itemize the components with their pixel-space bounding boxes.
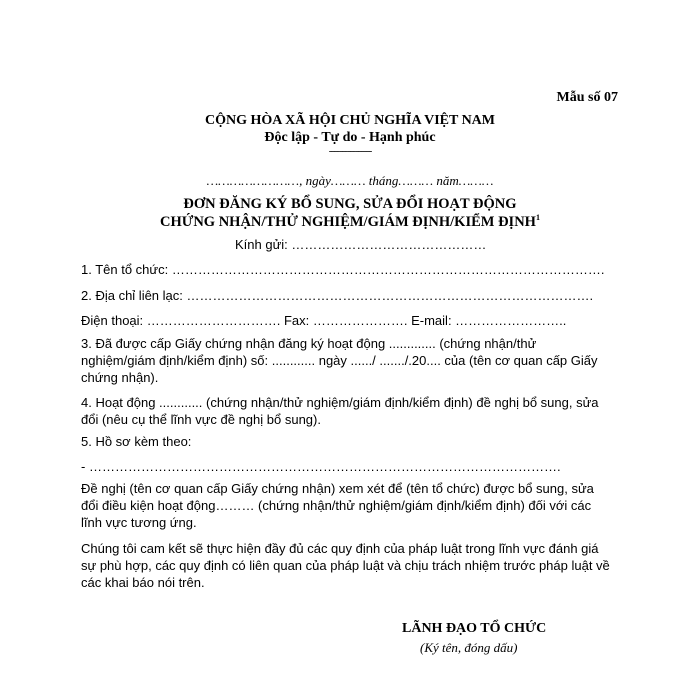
- date-line: ……………………, ngày……… tháng……… năm………: [206, 173, 494, 188]
- field-address: 2. Địa chỉ liên lạc: ………………………………………………………………………………….: [81, 288, 594, 303]
- document-title-line2: [0, 213, 700, 231]
- addressee-line: Kính gửi: ………………………………………: [235, 237, 487, 252]
- field-activity: 4. Hoạt động ............ (chứng nhận/thử nghiệm/giám định/kiểm định) đề nghị bổ sung, sửa đổi (nêu cụ thể lĩnh vực đề nghị bổ sung).: [81, 395, 599, 427]
- signature-title: LÃNH ĐẠO TỔ CHỨC: [402, 621, 547, 636]
- signature-note: (Ký tên, đóng dấu): [420, 640, 518, 655]
- field-contact: Điện thoại: …………………………. Fax: …………………. E-mail: ……………………..: [81, 313, 567, 328]
- document-title-line2-text: CHỨNG NHẬN/THỬ NGHIỆM/GIÁM ĐỊNH/KIỂM ĐỊNH: [160, 213, 536, 230]
- commitment-paragraph: Chúng tôi cam kết sẽ thực hiện đầy đủ các quy định của pháp luật trong lĩnh vực đánh giá sự phù hợp, các quy định có liên quan của pháp luật và chịu trách nhiệm trước pháp luật về các khai báo nói trên.: [81, 541, 610, 590]
- request-paragraph: Đề nghị (tên cơ quan cấp Giấy chứng nhận) xem xét để (tên tổ chức) được bổ sung, sửa đổi điều kiện hoạt động……… (chứng nhận/thử nghiệm/giám định/kiểm định) đối với các lĩnh vực tương ứng.: [81, 481, 594, 530]
- field-attachment-line: - ……………………………………………………………………………………………….: [81, 459, 561, 474]
- field-attachments-label: 5. Hồ sơ kèm theo:: [81, 434, 192, 449]
- field-certificate: 3. Đã được cấp Giấy chứng nhận đăng ký hoạt động ............. (chứng nhận/thử nghiệm/giám định/kiểm định) số: ............ ngày ....../ ......./.20.... của (tên cơ quan cấp Giấy chứng nhận).: [81, 336, 598, 385]
- national-title: CỘNG HÒA XÃ HỘI CHỦ NGHĨA VIỆT NAM: [204, 113, 495, 128]
- national-motto: Độc lập - Tự do - Hạnh phúc: [264, 130, 436, 145]
- field-org-name: 1. Tên tổ chức: ……………………………………………………………………………………….: [81, 262, 605, 277]
- form-number: Mẫu số 07: [556, 90, 618, 105]
- header-rule: ----------------: [328, 145, 372, 157]
- document-title-line1: ĐƠN ĐĂNG KÝ BỔ SUNG, SỬA ĐỔI HOẠT ĐỘNG: [183, 196, 517, 212]
- footnote-mark: 1: [535, 213, 540, 222]
